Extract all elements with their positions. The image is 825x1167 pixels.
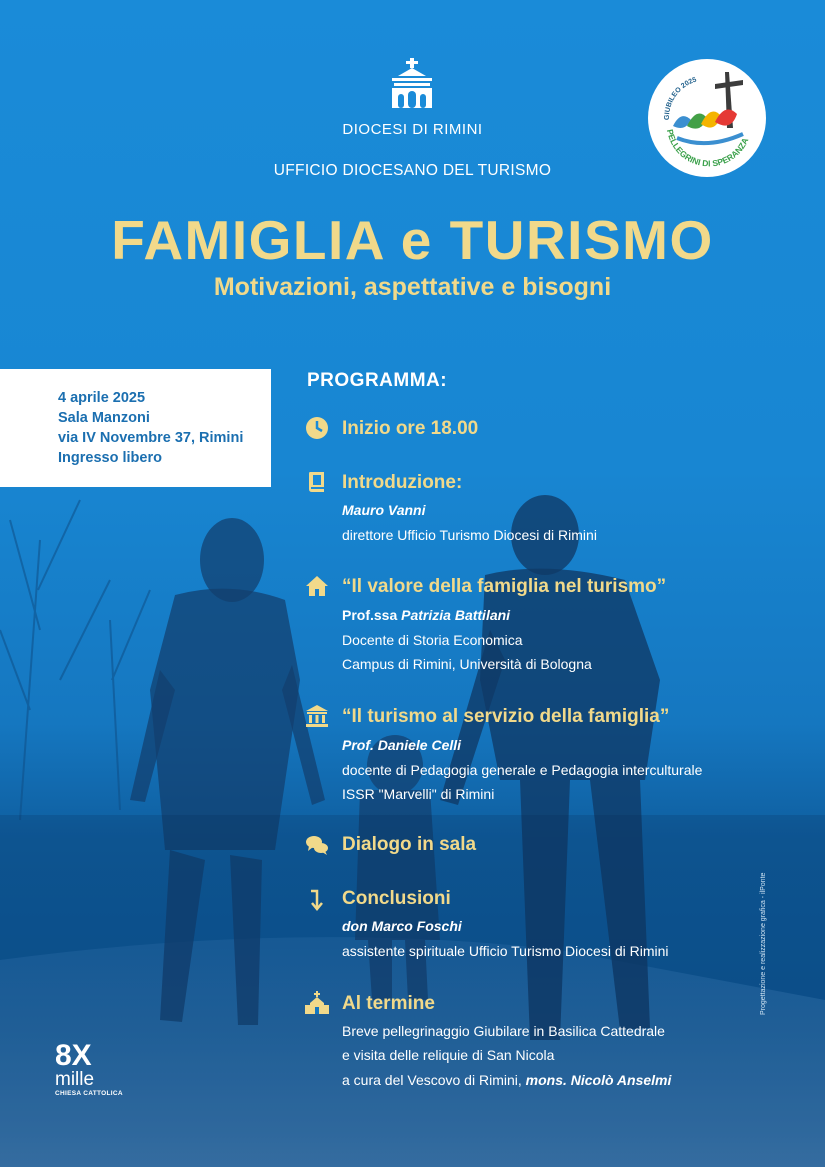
diocese-church-logo: [388, 58, 436, 110]
page-title: FAMIGLIA e TURISMO: [111, 209, 714, 271]
otto-number: 8X: [55, 1039, 92, 1072]
talk1-title: “Il valore della famiglia nel turismo”: [342, 576, 667, 597]
jubilee-top-text: GIUBILEO 2025: [663, 76, 698, 121]
closing-line1: Breve pellegrinaggio Giubilare in Basilica Cattedrale: [342, 1023, 665, 1039]
otto-word: mille: [55, 1069, 95, 1090]
event-venue: Sala Manzoni: [58, 410, 150, 426]
chat-icon: [305, 833, 329, 857]
jubilee-bottom-text: PELLEGRINI DI SPERANZA: [664, 128, 751, 169]
event-address: via IV Novembre 37, Rimini: [58, 430, 244, 446]
institution-icon: [305, 704, 329, 728]
talk2-role2: ISSR "Marvelli" di Rimini: [342, 786, 495, 802]
diocese-name: DIOCESI DI RIMINI: [342, 121, 483, 138]
closing-line2: e visita delle reliquie di San Nicola: [342, 1047, 555, 1063]
otto-per-mille-logo: [55, 1039, 123, 1097]
talk1-speaker-prefix: Prof.ssa: [342, 607, 398, 623]
talk1-role2: Campus di Rimini, Università di Bologna: [342, 656, 592, 672]
jubilee-logo: [647, 58, 767, 178]
talk1-speaker: Patrizia Battilani: [401, 607, 511, 623]
office-name: UFFICIO DIOCESANO DEL TURISMO: [273, 162, 552, 179]
start-time: Inizio ore 18.00: [342, 418, 479, 439]
conclusion-heading: Conclusioni: [342, 888, 451, 909]
talk2-role1: docente di Pedagogia generale e Pedagogia interculturale: [342, 762, 703, 778]
otto-church: CHIESA CATTOLICA: [55, 1090, 123, 1097]
closing-line3-name: mons. Nicolò Anselmi: [525, 1072, 672, 1088]
page-subtitle: Motivazioni, aspettative e bisogni: [213, 273, 612, 301]
intro-speaker: Mauro Vanni: [342, 502, 426, 518]
conclusion-role: assistente spirituale Ufficio Turismo Diocesi di Rimini: [342, 943, 669, 959]
home-icon: [305, 574, 329, 598]
talk1-role1: Docente di Storia Economica: [342, 632, 523, 648]
talk2-speaker: Prof. Daniele Celli: [342, 737, 462, 753]
intro-heading: Introduzione:: [342, 472, 463, 493]
event-entry: Ingresso libero: [58, 450, 162, 466]
intro-role: direttore Ufficio Turismo Diocesi di Rimini: [342, 527, 597, 543]
graphic-credits: Progettazione e realizzazione grafica - ilPonte: [760, 872, 767, 1015]
closing-line3-prefix: a cura del Vescovo di Rimini,: [342, 1072, 522, 1088]
lower-band: [0, 815, 825, 1167]
program-title: PROGRAMMA:: [307, 370, 448, 391]
conclusion-speaker: don Marco Foschi: [342, 918, 462, 934]
church-icon: [305, 991, 329, 1015]
event-date: 4 aprile 2025: [58, 390, 146, 406]
dialogue-heading: Dialogo in sala: [342, 834, 477, 855]
event-info-box: [0, 369, 271, 487]
book-icon: [305, 470, 329, 494]
clock-icon: [305, 416, 329, 440]
closing-heading: Al termine: [342, 993, 435, 1014]
talk2-title: “Il turismo al servizio della famiglia”: [342, 706, 670, 727]
arrow-down-icon: [305, 888, 329, 912]
